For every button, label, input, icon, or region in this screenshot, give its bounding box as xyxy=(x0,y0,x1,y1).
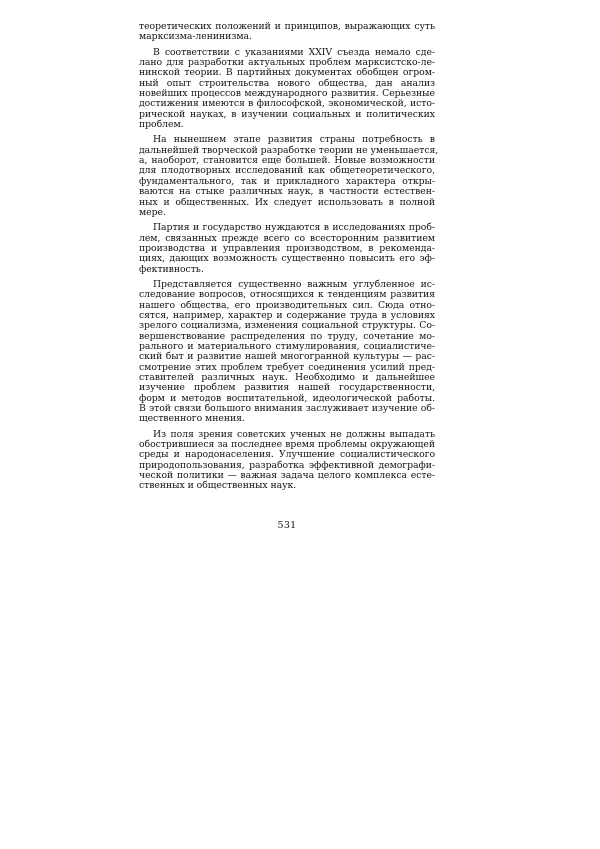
text-line: для плодотворных исследований как общетеоретического, xyxy=(139,165,435,177)
text-line: среды и народонаселения. Улучшение социалистического xyxy=(139,449,435,461)
paragraph-1 xyxy=(139,22,435,43)
text-line: сятся, например, характер и содержание труда в условиях xyxy=(139,309,435,321)
text-line: щественного мнения. xyxy=(139,413,245,425)
page-text-body xyxy=(139,21,439,531)
text-line: зрелого социализма, изменения социальной структуры. Со- xyxy=(139,320,435,332)
paragraph-3 xyxy=(139,134,439,218)
text-line: рального и материального стимулирования, социалистиче- xyxy=(139,340,435,352)
text-line: смотрение этих проблем требует соединения усилий пред- xyxy=(139,361,435,373)
text-line: нинской теории. В партийных документах обобщен огром- xyxy=(139,67,435,79)
text-line: форм и методов воспитательной, идеологической работы. xyxy=(139,392,435,404)
text-line: вершенствование распределения по труду, сочетание мо- xyxy=(139,330,435,342)
text-line: нашего общества, его производительных сил. Сюда отно- xyxy=(139,299,435,311)
text-line: лем, связанных прежде всего со всесторонним развитием xyxy=(139,232,435,244)
paragraph-4 xyxy=(139,223,435,275)
text-line: Из поля зрения советских ученых не должны выпадать xyxy=(153,428,435,440)
text-line: марксизма-ленинизма. xyxy=(139,31,252,43)
text-line: новейших процессов международного развития. Серьезные xyxy=(139,88,435,100)
text-line: На нынешнем этапе развития страны потребность в xyxy=(153,134,435,146)
text-line: теоретических положений и принципов, выражающих суть xyxy=(139,21,435,32)
text-line: обострившиеся за последнее время проблемы окружающей xyxy=(139,439,435,451)
text-line: ственных и общественных наук. xyxy=(139,480,297,492)
text-line: В этой связи большого внимания заслуживает изучение об- xyxy=(139,403,435,415)
text-line: ный опыт строительства нового общества, дан анализ xyxy=(139,77,435,89)
paragraph-5 xyxy=(139,280,435,425)
text-line: фундаментального, так и прикладного характера откры- xyxy=(139,175,435,187)
text-line: ваются на стыке различных наук, в частности естествен- xyxy=(139,186,435,198)
text-line: дальнейшей творческой разработке теории не уменьшается, xyxy=(139,144,439,156)
text-line: производства и управления производством, в рекоменда- xyxy=(139,242,435,254)
page-number: 531 xyxy=(277,520,297,531)
text-line: Представляется существенно важным углубленное ис- xyxy=(153,278,435,290)
text-line: фективность. xyxy=(139,263,204,275)
text-line: рической науках, в изучении социальных и политических xyxy=(139,108,435,120)
text-line: достижения имеются в философской, экономической, исто- xyxy=(139,98,435,110)
text-line: В соответствии с указаниями XXIV съезда немало сде- xyxy=(153,46,435,58)
text-line: следование вопросов, относящихся к тенденциям развития xyxy=(139,289,435,301)
text-line: изучение проблем развития нашей государственности, xyxy=(139,382,435,394)
text-line: ский быт и развитие нашей многогранной культуры — рас- xyxy=(139,351,435,363)
text-line: циях, дающих возможность существенно повысить его эф- xyxy=(139,253,435,265)
text-line: ческой политики — важная задача целого комплекса есте- xyxy=(139,470,435,482)
paragraph-2 xyxy=(139,48,435,131)
text-line: ставителей различных наук. Необходимо и дальнейшее xyxy=(139,372,435,383)
text-line: лано для разработки актуальных проблем марксистско-ле- xyxy=(139,57,435,69)
text-line: ных и общественных. Их следует использовать в полной xyxy=(139,196,435,208)
paragraph-6 xyxy=(139,430,435,492)
text-line: природопользования, разработка эффективной демографи- xyxy=(139,459,435,471)
text-line: Партия и государство нуждаются в исследованиях проб- xyxy=(153,222,435,234)
text-line: проблем. xyxy=(139,119,184,131)
text-line: мере. xyxy=(139,206,166,218)
text-line: а, наоборот, становится еще большей. Новые возможности xyxy=(139,155,435,167)
